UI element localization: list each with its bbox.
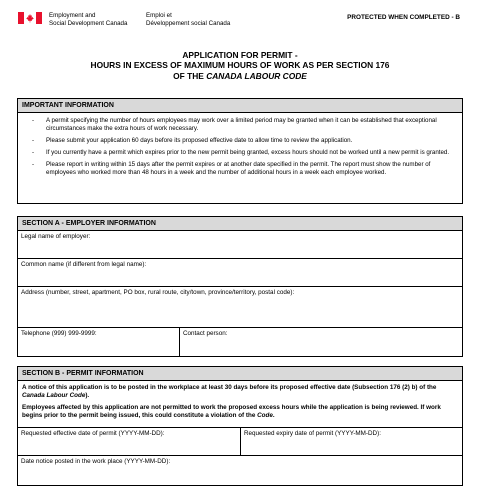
address-label: Address (number, street, apartment, PO box, rural route, city/town, province/territory, postal code): <box>21 289 295 296</box>
telephone-label: Telephone (999) 999-9999: <box>21 330 97 337</box>
form-title: APPLICATION FOR PERMIT - HOURS IN EXCESS OF MAXIMUM HOURS OF WORK AS PER SECTION 176 OF THE CANADA LABOUR CODE <box>90 50 390 81</box>
notice-paragraph-1: A notice of this application is to be posted in the workplace at least 30 days before its proposed effective date (Subsection 176 (2) b) of the Canada Labour Code). <box>22 384 437 399</box>
info-bullet: - Please submit your application 60 days before its proposed effective date to allow time to review the application. <box>32 136 353 144</box>
notice-paragraph-2: Employees affected by this application are not permitted to work the proposed excess hours while the application is being reviewed. If work begins prior to the permit being issued, this could constitute a violation of the Code. <box>22 404 441 419</box>
notice-posted-date-field[interactable] <box>18 456 462 486</box>
common-name-field[interactable] <box>18 259 462 287</box>
info-bullet: - If you currently have a permit which expires prior to the new permit being granted, excess hours should not be worked until a new permit is granted. <box>32 148 450 156</box>
telephone-contact-row <box>18 328 462 357</box>
department-name-english: Employment and Social Development Canada <box>49 12 128 27</box>
effective-date-label: Requested effective date of permit (YYYY-MM-DD): <box>21 430 165 437</box>
section-heading: SECTION A - EMPLOYER INFORMATION <box>18 217 462 231</box>
common-name-label: Common name (if different from legal name): <box>21 261 147 268</box>
posting-notice <box>18 381 462 428</box>
page-header <box>0 0 480 40</box>
contact-person-field[interactable] <box>180 328 462 357</box>
contact-person-label: Contact person: <box>183 330 228 337</box>
expiry-date-field[interactable] <box>241 428 462 455</box>
info-bullet: - Please report in writing within 15 days after the permit expires or at another date specified in the permit. The report must show the number of employees who worked more than 48 hours in a week and the number of additional hours in a week each employee worked. <box>32 161 431 176</box>
notice-posted-date-label: Date notice posted in the work place (YYYY-MM-DD): <box>21 458 171 465</box>
info-bullet: - A permit specifying the number of hours employees may work over a limited period may be granted when it can be established that exceptional circumstances make the extra hours of work necessary. <box>32 117 437 132</box>
telephone-field[interactable] <box>18 328 180 357</box>
important-information-section <box>17 98 463 204</box>
expiry-date-label: Requested expiry date of permit (YYYY-MM-DD): <box>244 430 381 437</box>
address-field[interactable] <box>18 287 462 328</box>
section-heading: IMPORTANT INFORMATION <box>18 99 462 113</box>
canada-flag-icon <box>18 12 42 24</box>
section-a-employer-information <box>17 216 463 357</box>
protected-label: PROTECTED WHEN COMPLETED - B <box>347 14 460 21</box>
legal-name-label: Legal name of employer: <box>21 233 91 240</box>
department-name-french: Emploi et Développement social Canada <box>146 12 231 27</box>
legal-name-field[interactable] <box>18 231 462 259</box>
effective-date-field[interactable] <box>18 428 241 455</box>
section-b-permit-information <box>17 366 463 486</box>
permit-dates-row <box>18 428 462 456</box>
section-heading: SECTION B - PERMIT INFORMATION <box>18 367 462 381</box>
